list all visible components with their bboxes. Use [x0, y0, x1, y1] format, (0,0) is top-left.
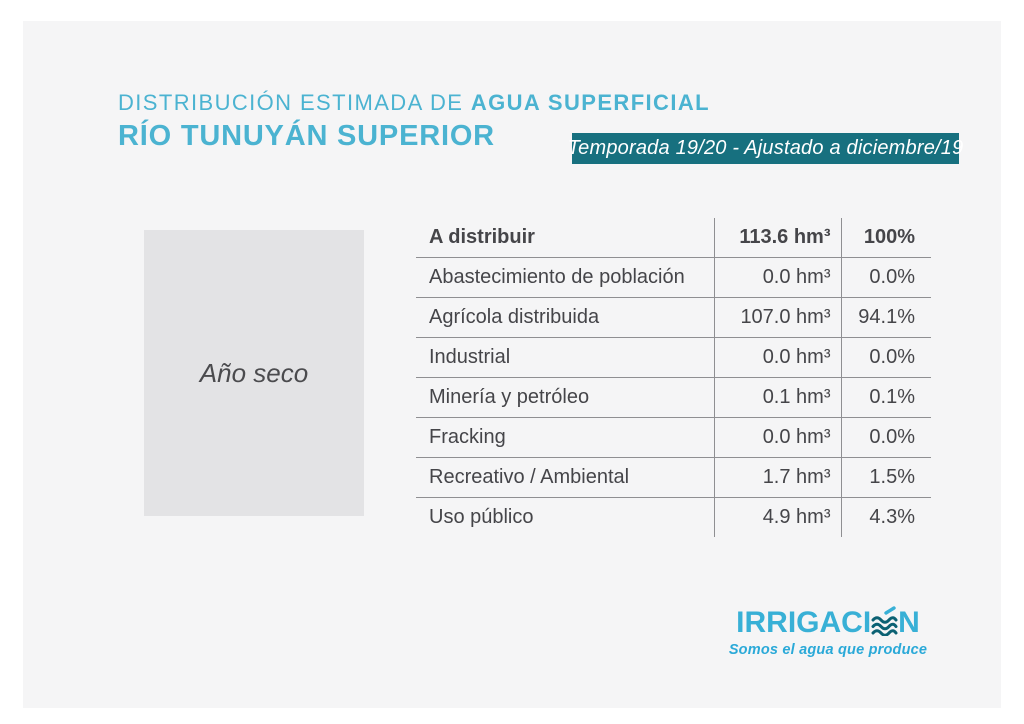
row-percent-cell: 0.0%	[841, 258, 931, 298]
waves-icon	[871, 606, 898, 636]
logo-text-right: N	[898, 606, 920, 639]
row-volume-cell: 0.0 hm³	[714, 338, 841, 378]
table-row	[416, 298, 931, 338]
table-row	[416, 338, 931, 378]
row-percent-cell: 0.0%	[841, 338, 931, 378]
table-row	[416, 418, 931, 458]
row-label-cell: Minería y petróleo	[416, 378, 714, 418]
row-label-cell: Fracking	[416, 418, 714, 458]
table-row	[416, 458, 931, 498]
row-label-cell: Abastecimiento de población	[416, 258, 714, 298]
distribution-table	[416, 218, 931, 537]
row-label-cell: Agrícola distribuida	[416, 298, 714, 338]
scenario-box	[144, 230, 364, 516]
header-volume-cell: 113.6 hm³	[714, 218, 841, 258]
logo-wordmark	[723, 606, 933, 638]
row-volume-cell: 107.0 hm³	[714, 298, 841, 338]
table-header-row	[416, 218, 931, 258]
row-label-cell: Uso público	[416, 498, 714, 538]
row-percent-cell: 94.1%	[841, 298, 931, 338]
row-label-cell: Industrial	[416, 338, 714, 378]
row-volume-cell: 4.9 hm³	[714, 498, 841, 538]
table-row	[416, 498, 931, 538]
row-volume-cell: 0.1 hm³	[714, 378, 841, 418]
page-title-regular: DISTRIBUCIÓN ESTIMADA DE	[118, 90, 471, 115]
header-label-cell: A distribuir	[429, 226, 535, 248]
row-volume-cell: 0.0 hm³	[714, 418, 841, 458]
row-volume-cell: 0.0 hm³	[714, 258, 841, 298]
scenario-label: Año seco	[199, 357, 309, 388]
logo-text-left: IRRIGACI	[736, 606, 872, 639]
row-percent-cell: 1.5%	[841, 458, 931, 498]
page-subtitle: RÍO TUNUYÁN SUPERIOR	[118, 120, 495, 153]
row-volume-cell: 1.7 hm³	[714, 458, 841, 498]
row-percent-cell: 0.1%	[841, 378, 931, 418]
page-title	[118, 91, 710, 115]
table-row	[416, 258, 931, 298]
row-label-cell: Recreativo / Ambiental	[416, 458, 714, 498]
row-percent-cell: 4.3%	[841, 498, 931, 538]
season-badge: Temporada 19/20 - Ajustado a diciembre/19	[572, 133, 959, 164]
table-row	[416, 378, 931, 418]
irrigacion-logo	[723, 606, 933, 658]
header-percent-cell: 100%	[841, 218, 931, 258]
row-percent-cell: 0.0%	[841, 418, 931, 458]
logo-tagline: Somos el agua que produce	[728, 642, 928, 658]
page-title-bold: AGUA SUPERFICIAL	[470, 90, 710, 115]
infographic-card	[23, 21, 1001, 708]
